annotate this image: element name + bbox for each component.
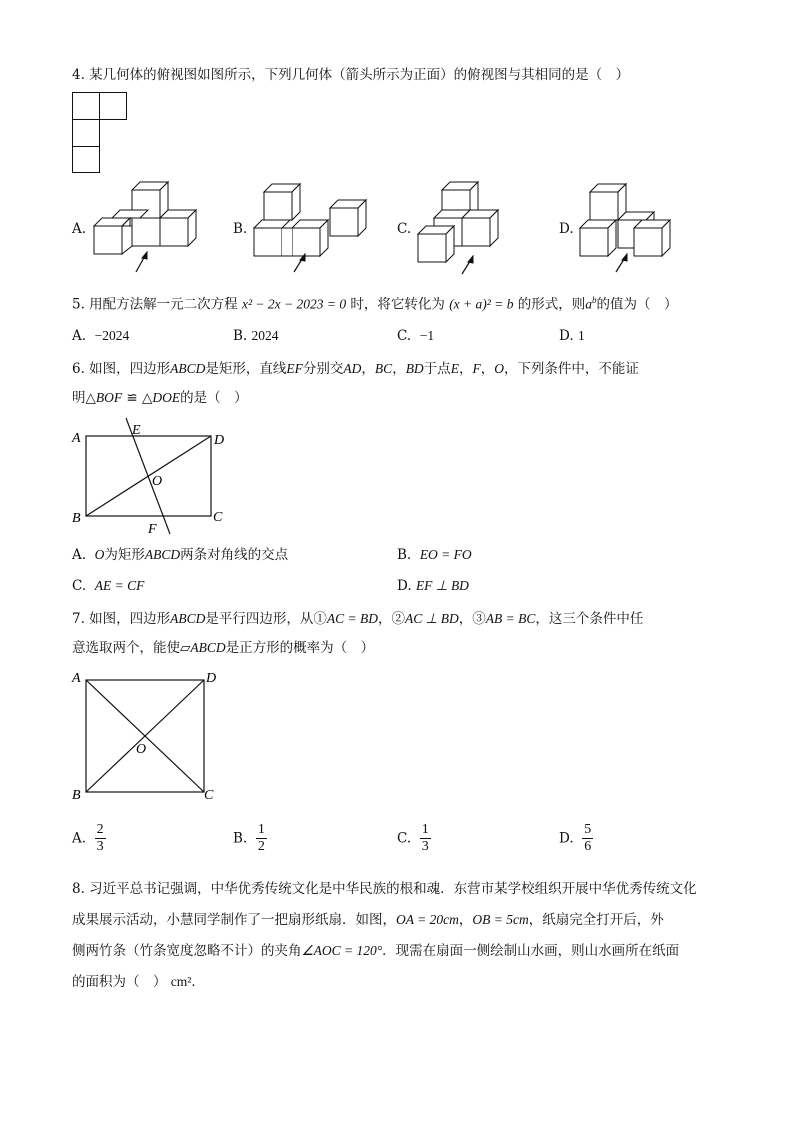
q5-option-b: B. 2024 xyxy=(233,328,279,344)
q4-option-b-label: B. xyxy=(233,221,248,237)
q4-top-view-figure xyxy=(72,92,132,174)
q4-option-c-label: C. xyxy=(397,221,412,237)
q6-label-f: F xyxy=(148,522,157,537)
q6-rectangle-figure xyxy=(70,418,230,538)
q5-equation: x² − 2x − 2023 = 0 xyxy=(241,296,347,312)
q4-option-d-label: D. xyxy=(559,221,574,237)
q7-label-o: O xyxy=(136,742,147,757)
q6-label-c: C xyxy=(213,510,223,525)
q7-square-figure xyxy=(70,668,230,804)
q6-option-c: C. AE = CF xyxy=(72,578,145,594)
q6-label-d: D xyxy=(214,433,225,448)
q7-label-b: B xyxy=(72,788,81,803)
q8-stem-line-2: 成果展示活动，小慧同学制作了一把扇形纸扇．如图，OA = 20cm，OB = 5cm，纸扇完全打开后，外 xyxy=(72,912,664,928)
q7-option-d: D. $\frac{5}{6}$ xyxy=(559,822,592,854)
q7-option-b: B. $\frac{1}{2}$ xyxy=(233,822,265,854)
q4-option-b-figure xyxy=(250,180,370,275)
q5-option-c: C. −1 xyxy=(397,328,435,344)
q4-stem: 4. 某几何体的俯视图如图所示，下列几何体（箭头所示为正面）的俯视图与其相同的是（ ） xyxy=(72,67,630,83)
q5-text-4: 的值为（ ） xyxy=(596,296,678,313)
q7-label-c: C xyxy=(204,788,214,803)
q4-option-d-figure xyxy=(576,180,686,275)
q5-text-3: 的形式，则 xyxy=(517,296,586,313)
q6-label-b: B xyxy=(72,511,81,526)
q8-stem-line-3: 侧两竹条（竹条宽度忽略不计）的夹角∠AOC = 120°．现需在扇面一侧绘制山水画，则山水画所在纸面 xyxy=(72,943,680,959)
q7-label-a: A xyxy=(72,671,81,686)
q7-option-a: A. $\frac{2}{3}$ xyxy=(72,822,104,854)
q5-base: a xyxy=(585,296,592,312)
q6-option-d: D. EF ⊥ BD xyxy=(397,578,469,594)
q5-form: (x + a)² = b xyxy=(449,296,514,312)
q4-option-a-label: A. xyxy=(72,221,87,237)
q7-stem-line-2: 意选取两个，能使▱ABCD是正方形的概率为（ ） xyxy=(72,640,375,656)
q8-stem-line-4: 的面积为（ ） cm²． xyxy=(72,974,205,990)
q6-option-a: A. O为矩形ABCD两条对角线的交点 xyxy=(72,547,289,563)
q5-text-1: 5. 用配方法解一元二次方程 xyxy=(72,296,238,313)
q5-option-d: D. 1 xyxy=(559,328,585,344)
q5-text-2: 时，将它转化为 xyxy=(350,296,445,313)
q6-label-e: E xyxy=(132,423,141,438)
q4-option-c-figure xyxy=(414,180,519,275)
q8-stem-line-1: 8. 习近平总书记强调，中华优秀传统文化是中华民族的根和魂．东营市某学校组织开展中华优秀传统文化 xyxy=(72,881,697,897)
q4-option-a-figure xyxy=(90,180,205,275)
q7-option-c: C. $\frac{1}{3}$ xyxy=(397,822,429,854)
q6-label-a: A xyxy=(72,431,81,446)
q6-stem-line-1: 6. 如图，四边形ABCD是矩形，直线EF分别交AD，BC，BD于点E，F，O，下列条件中，不能证 xyxy=(72,361,639,377)
q6-label-o: O xyxy=(152,474,163,489)
q7-stem-line-1: 7. 如图，四边形ABCD是平行四边形，从①AC = BD，②AC ⊥ BD，③AB = BC，这三个条件中任 xyxy=(72,611,644,627)
q6-option-b: B. EO = FO xyxy=(397,547,472,563)
q6-stem-line-2: 明△BOF ≌ △DOE的是（ ） xyxy=(72,390,248,406)
q7-label-d: D xyxy=(206,671,217,686)
q5-option-a: A. −2024 xyxy=(72,328,130,344)
q5-stem xyxy=(72,291,678,314)
q5-exponent: b xyxy=(592,295,597,305)
